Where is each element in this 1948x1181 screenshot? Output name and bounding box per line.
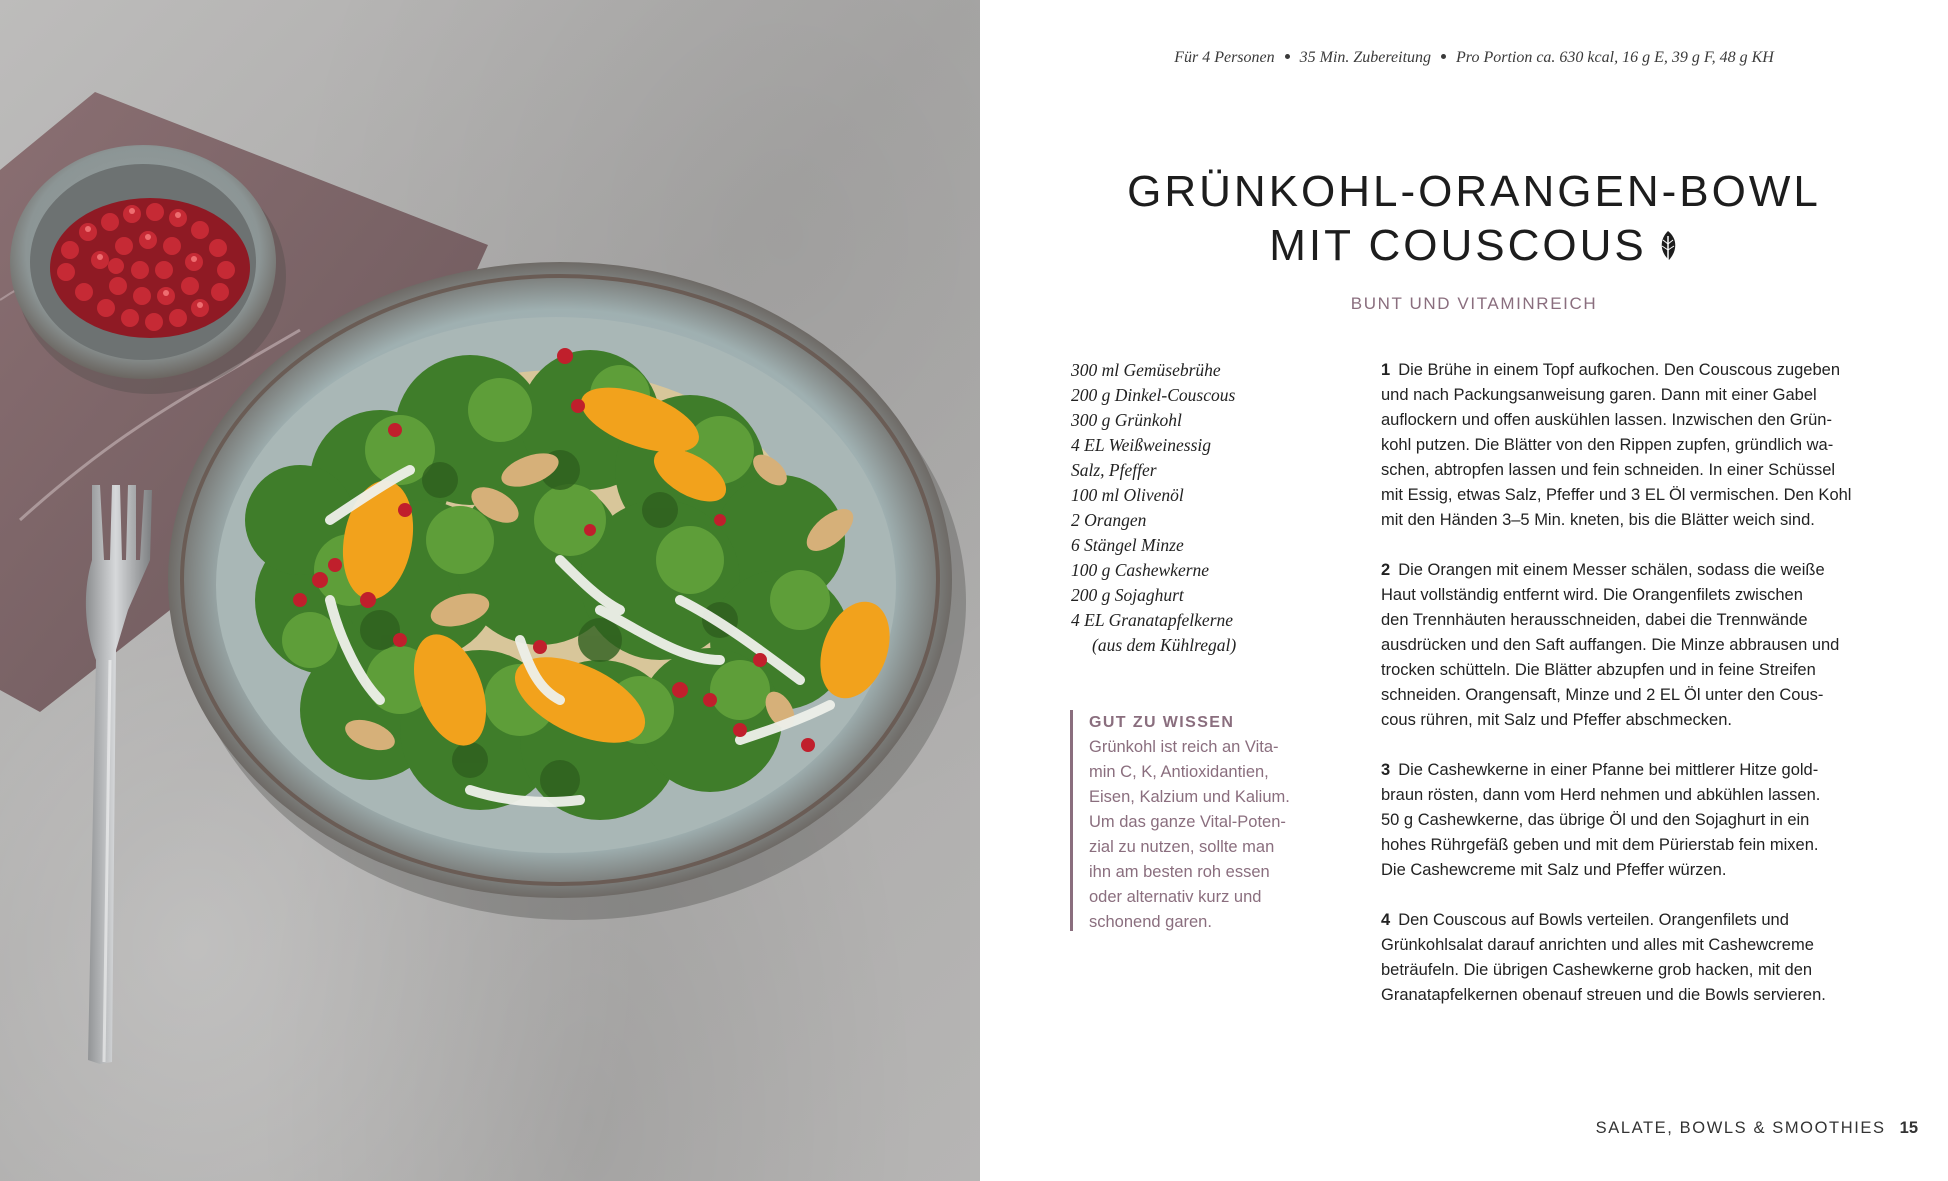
tip-title: GUT ZU WISSEN bbox=[1089, 714, 1235, 731]
recipe-title-line-1: GRÜNKOHL-ORANGEN-BOWL bbox=[1127, 167, 1821, 216]
ingredient-item: 2 Orangen bbox=[1071, 510, 1147, 530]
step-line: braun rösten, dann vom Herd nehmen und abkühlen lassen. bbox=[1381, 786, 1821, 804]
step-line: Haut vollständig entfernt wird. Die Orangenfilets zwischen bbox=[1381, 586, 1803, 604]
tip-line: oder alternativ kurz und bbox=[1089, 888, 1262, 906]
bullet-icon bbox=[1285, 54, 1290, 59]
leaf-icon bbox=[1657, 230, 1679, 264]
recipe-meta bbox=[1000, 49, 1948, 67]
step-line: mit den Händen 3–5 Min. kneten, bis die Blätter weich sind. bbox=[1381, 511, 1815, 529]
recipe-title bbox=[1000, 165, 1948, 273]
recipe-title-line-2-wrap bbox=[1000, 219, 1948, 273]
recipe-title-line-2: MIT COUSCOUS bbox=[1269, 221, 1647, 270]
step-text: Den Couscous auf Bowls verteilen. Orangenfilets und bbox=[1398, 911, 1789, 929]
main-bowl bbox=[168, 262, 966, 920]
ingredient-item: 100 g Cashewkerne bbox=[1071, 560, 1210, 580]
step-line: beträufeln. Die übrigen Cashewkerne grob hacken, mit den bbox=[1381, 961, 1813, 979]
page-number: 15 bbox=[1899, 1119, 1918, 1137]
step-number: 4 bbox=[1381, 911, 1391, 929]
tip-line: ihn am besten roh essen bbox=[1089, 863, 1270, 881]
step-number: 1 bbox=[1381, 361, 1391, 379]
step-line: schneiden. Orangensaft, Minze und 2 EL Öl unter den Cous- bbox=[1381, 686, 1824, 704]
step-4 bbox=[1381, 908, 1891, 1008]
tip-line: Eisen, Kalzium und Kalium. bbox=[1089, 788, 1290, 806]
step-line: auflockern und offen auskühlen lassen. Inzwischen den Grün- bbox=[1381, 411, 1832, 429]
ingredient-item: 4 EL Granatapfelkerne bbox=[1071, 610, 1234, 630]
tip-box bbox=[1070, 710, 1319, 931]
ingredient-item: 200 g Dinkel-Couscous bbox=[1071, 385, 1236, 405]
fork-illustration bbox=[86, 485, 152, 1064]
step-line: Grünkohlsalat darauf anrichten und alles mit Cashewcreme bbox=[1381, 936, 1814, 954]
step-line: schen, abtropfen lassen und fein schneiden. In einer Schüssel bbox=[1381, 461, 1836, 479]
ingredient-item-note: (aus dem Kühlregal) bbox=[1092, 635, 1237, 655]
instruction-steps bbox=[1381, 358, 1891, 1033]
step-text: Die Cashewkerne in einer Pfanne bei mittlerer Hitze gold- bbox=[1398, 761, 1819, 779]
step-line bbox=[1381, 758, 1891, 783]
step-3 bbox=[1381, 758, 1891, 883]
step-line: den Trennhäuten herausschneiden, dabei die Trennwände bbox=[1381, 611, 1808, 629]
ingredient-list bbox=[1071, 358, 1311, 658]
tip-line: Grünkohl ist reich an Vita- bbox=[1089, 738, 1279, 756]
bullet-icon bbox=[1441, 54, 1446, 59]
step-line bbox=[1381, 908, 1891, 933]
recipe-subtitle: BUNT UND VITAMINREICH bbox=[1350, 294, 1598, 313]
servings: Für 4 Personen bbox=[1174, 49, 1275, 66]
step-number: 3 bbox=[1381, 761, 1391, 779]
step-line: mit Essig, etwas Salz, Pfeffer und 3 EL Öl vermischen. Den Kohl bbox=[1381, 486, 1852, 504]
step-line: hohes Rührgefäß geben und mit dem Pürierstab fein mixen. bbox=[1381, 836, 1819, 854]
tip-line: Um das ganze Vital-Poten- bbox=[1089, 813, 1286, 831]
step-line: ausdrücken und den Saft auffangen. Die Minze abbrausen und bbox=[1381, 636, 1840, 654]
step-line: Granatapfelkernen obenauf streuen und die Bowls servieren. bbox=[1381, 986, 1826, 1004]
ingredient-item: 200 g Sojaghurt bbox=[1071, 585, 1184, 605]
step-text: Die Orangen mit einem Messer schälen, sodass die weiße bbox=[1398, 561, 1825, 579]
step-1 bbox=[1381, 358, 1891, 533]
step-line: 50 g Cashewkerne, das übrige Öl und den Sojaghurt in ein bbox=[1381, 811, 1810, 829]
section-title: SALATE, BOWLS & SMOOTHIES bbox=[1595, 1119, 1886, 1137]
tip-line: zial zu nutzen, sollte man bbox=[1089, 838, 1275, 856]
step-line: Die Cashewcreme mit Salz und Pfeffer würzen. bbox=[1381, 861, 1727, 879]
step-line bbox=[1381, 358, 1891, 383]
ingredient-item: 100 ml Olivenöl bbox=[1071, 485, 1184, 505]
ingredient-item: 300 g Grünkohl bbox=[1071, 410, 1182, 430]
ingredient-item: 300 ml Gemüsebrühe bbox=[1071, 360, 1221, 380]
step-line bbox=[1381, 558, 1891, 583]
prep-time: 35 Min. Zubereitung bbox=[1299, 49, 1432, 66]
ingredient-item: 6 Stängel Minze bbox=[1071, 535, 1184, 555]
page-footer bbox=[1596, 1119, 1918, 1138]
tip-body bbox=[1089, 735, 1319, 935]
step-text: Die Brühe in einem Topf aufkochen. Den Couscous zugeben bbox=[1398, 361, 1840, 379]
step-line: cous rühren, mit Salz und Pfeffer abschmecken. bbox=[1381, 711, 1732, 729]
tip-line: min C, K, Antioxidantien, bbox=[1089, 763, 1269, 781]
step-line: trocken schütteln. Die Blätter abzupfen und in feine Streifen bbox=[1381, 661, 1816, 679]
step-line: und nach Packungsanweisung garen. Dann mit einer Gabel bbox=[1381, 386, 1817, 404]
ingredient-item: 4 EL Weißweinessig bbox=[1071, 435, 1212, 455]
nutrition-info: Pro Portion ca. 630 kcal, 16 g E, 39 g F, 48 g KH bbox=[1456, 49, 1774, 66]
ingredient-item: Salz, Pfeffer bbox=[1071, 460, 1157, 480]
tip-line: schonend garen. bbox=[1089, 913, 1212, 931]
step-2 bbox=[1381, 558, 1891, 733]
step-line: kohl putzen. Die Blätter von den Rippen zupfen, gründlich wa- bbox=[1381, 436, 1834, 454]
step-number: 2 bbox=[1381, 561, 1391, 579]
